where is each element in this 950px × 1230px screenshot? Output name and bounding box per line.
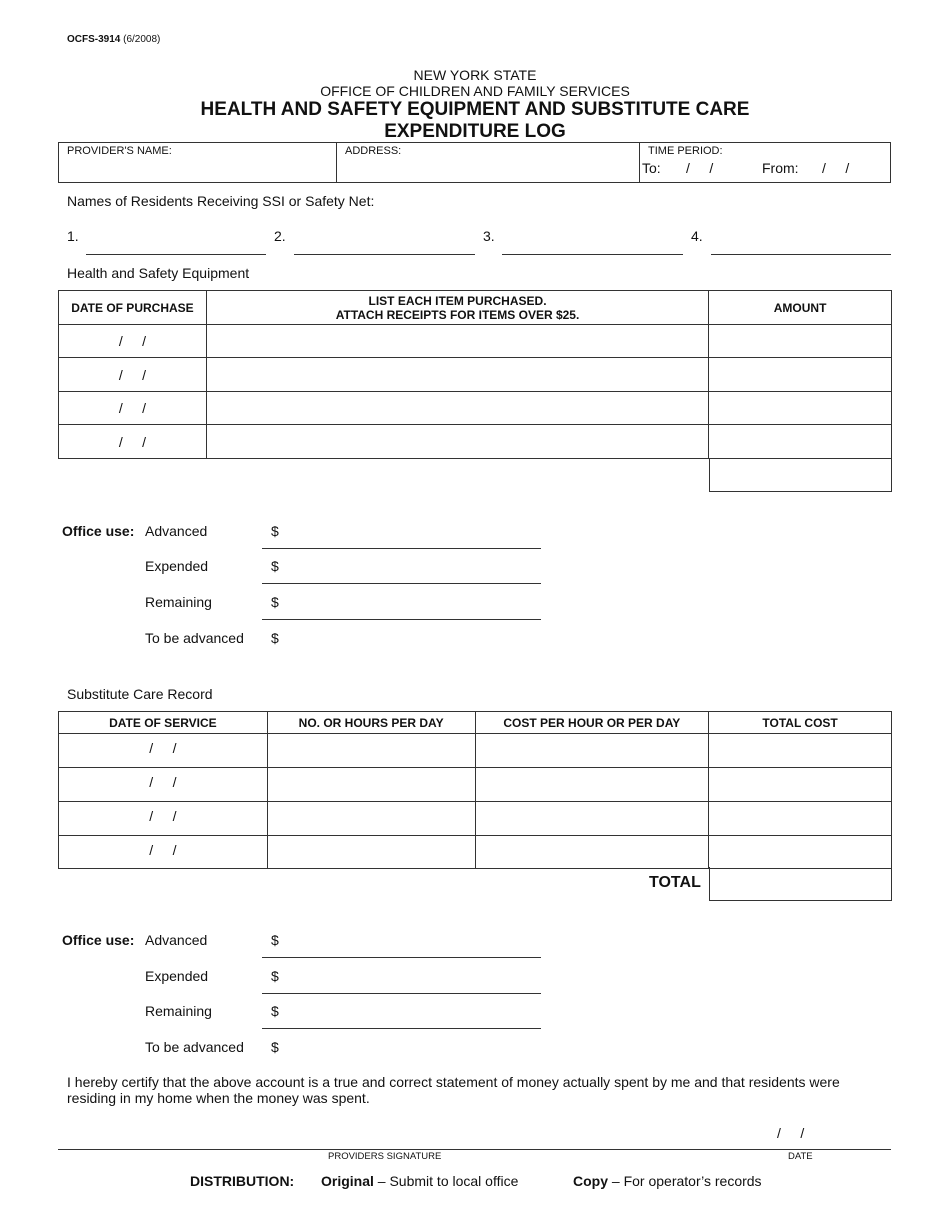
remaining-label: Remaining <box>145 594 212 610</box>
cost-cell[interactable] <box>475 734 709 768</box>
expended-currency: $ <box>271 558 279 574</box>
total-label: TOTAL <box>649 874 701 891</box>
to-be-advanced-label: To be advanced <box>145 630 244 646</box>
distribution-original <box>321 1173 518 1189</box>
remaining-label-2: Remaining <box>145 1003 212 1019</box>
health-safety-table <box>58 290 892 459</box>
certification-statement: I hereby certify that the above account is a true and correct statement of money actually spent by me and that residents were residing in my home when the money was spent. <box>67 1074 840 1106</box>
item-cell[interactable] <box>206 358 708 392</box>
remaining-currency-2: $ <box>271 1003 279 1019</box>
address-label: ADDRESS: <box>345 145 402 157</box>
advanced-amount-line[interactable] <box>262 548 541 549</box>
advanced-currency: $ <box>271 523 279 539</box>
form-date: (6/2008) <box>123 34 161 45</box>
table-header-row <box>59 291 892 325</box>
total-cost-cell[interactable] <box>709 802 892 836</box>
header-office: OFFICE OF CHILDREN AND FAMILY SERVICES <box>320 83 630 99</box>
form-number <box>67 34 160 45</box>
remaining-amount-line[interactable] <box>262 619 541 620</box>
purchase-date-cell[interactable]: / / <box>59 325 207 358</box>
hours-cell[interactable] <box>267 802 475 836</box>
expended-currency-2: $ <box>271 968 279 984</box>
provider-name-field[interactable] <box>59 143 336 182</box>
to-be-advanced-currency-2: $ <box>271 1039 279 1055</box>
remaining-currency: $ <box>271 594 279 610</box>
provider-name-label: PROVIDER'S NAME: <box>67 145 172 157</box>
providers-signature-label: PROVIDERS SIGNATURE <box>328 1151 442 1162</box>
to-be-advanced-label-2: To be advanced <box>145 1039 244 1055</box>
hours-cell[interactable] <box>267 768 475 802</box>
service-date-cell[interactable]: / / <box>59 802 268 836</box>
table-row <box>59 325 892 358</box>
table-row <box>59 734 892 768</box>
total-cost-cell[interactable] <box>709 836 892 869</box>
office-use-label: Office use: <box>62 523 135 539</box>
expended-amount-line-2[interactable] <box>262 993 541 994</box>
col-cost-per-hour: COST PER HOUR OR PER DAY <box>475 712 709 734</box>
resident-name-line-2[interactable] <box>294 254 475 255</box>
page-title-line2: EXPENDITURE LOG <box>384 121 566 142</box>
amount-cell[interactable] <box>709 392 892 425</box>
from-label: From: <box>762 160 799 176</box>
col-date-of-purchase: DATE OF PURCHASE <box>59 291 207 325</box>
col-item-purchased <box>206 291 708 325</box>
service-date-cell[interactable]: / / <box>59 836 268 869</box>
to-label: To: <box>642 160 661 176</box>
resident-name-line-4[interactable] <box>711 254 891 255</box>
substitute-care-section-label: Substitute Care Record <box>67 686 213 702</box>
item-cell[interactable] <box>206 392 708 425</box>
service-date-cell[interactable]: / / <box>59 768 268 802</box>
residents-label: Names of Residents Receiving SSI or Safety Net: <box>67 193 375 209</box>
cost-cell[interactable] <box>475 768 709 802</box>
amount-cell[interactable] <box>709 358 892 392</box>
table-row <box>59 358 892 392</box>
signature-line[interactable] <box>58 1149 891 1150</box>
col-total-cost: TOTAL COST <box>709 712 892 734</box>
original-text: – Submit to local office <box>373 1173 519 1189</box>
office-use-label-2: Office use: <box>62 932 135 948</box>
page-title: HEALTH AND SAFETY EQUIPMENT AND SUBSTITUTE CARE <box>200 99 750 120</box>
col-hours-per-day: NO. OR HOURS PER DAY <box>267 712 475 734</box>
substitute-care-table <box>58 711 892 869</box>
copy-bold: Copy <box>573 1173 608 1189</box>
form-code: OCFS-3914 <box>67 34 121 45</box>
total-cost-cell[interactable] <box>709 768 892 802</box>
distribution-label: DISTRIBUTION: <box>190 1173 295 1189</box>
table-row <box>59 802 892 836</box>
service-date-cell[interactable]: / / <box>59 734 268 768</box>
resident-number-3: 3. <box>483 228 495 244</box>
signature-date-value[interactable]: / / <box>777 1125 805 1141</box>
original-bold: Original <box>321 1173 374 1189</box>
time-period-label: TIME PERIOD: <box>648 145 723 157</box>
cost-cell[interactable] <box>475 802 709 836</box>
copy-text: – For operator’s records <box>608 1173 762 1189</box>
cost-cell[interactable] <box>475 836 709 869</box>
purchase-date-cell[interactable]: / / <box>59 358 207 392</box>
advanced-currency-2: $ <box>271 932 279 948</box>
header-state: NEW YORK STATE <box>413 67 537 83</box>
from-date[interactable]: / / <box>822 160 850 176</box>
remaining-amount-line-2[interactable] <box>262 1028 541 1029</box>
resident-number-1: 1. <box>67 228 79 244</box>
advanced-label-2: Advanced <box>145 932 208 948</box>
table-row <box>59 836 892 869</box>
expended-label: Expended <box>145 558 209 574</box>
amount-cell[interactable] <box>709 425 892 459</box>
to-be-advanced-currency: $ <box>271 630 279 646</box>
health-safety-section-label: Health and Safety Equipment <box>67 265 250 281</box>
col-item-line1: LIST EACH ITEM PURCHASED. <box>368 293 547 308</box>
table-header-row <box>59 712 892 734</box>
col-date-of-service: DATE OF SERVICE <box>59 712 268 734</box>
item-cell[interactable] <box>206 425 708 459</box>
expended-label-2: Expended <box>145 968 209 984</box>
table-row <box>59 392 892 425</box>
to-date[interactable]: / / <box>686 160 714 176</box>
col-amount: AMOUNT <box>709 291 892 325</box>
purchase-date-cell[interactable]: / / <box>59 392 207 425</box>
resident-number-2: 2. <box>274 228 286 244</box>
resident-number-4: 4. <box>691 228 703 244</box>
hours-cell[interactable] <box>267 734 475 768</box>
amount-cell[interactable] <box>709 325 892 358</box>
item-cell[interactable] <box>206 325 708 358</box>
purchase-date-cell[interactable]: / / <box>59 425 207 459</box>
resident-name-line-1[interactable] <box>86 254 266 255</box>
hours-cell[interactable] <box>267 836 475 869</box>
provider-info-box <box>58 142 891 183</box>
resident-name-line-3[interactable] <box>502 254 683 255</box>
grand-total-cell[interactable] <box>709 867 892 901</box>
address-field[interactable] <box>336 143 640 182</box>
advanced-label: Advanced <box>145 523 208 539</box>
time-period-field[interactable] <box>639 143 891 182</box>
advanced-amount-line-2[interactable] <box>262 957 541 958</box>
col-item-line2: ATTACH RECEIPTS FOR ITEMS OVER $25. <box>335 307 580 322</box>
expended-amount-line[interactable] <box>262 583 541 584</box>
amount-total-cell[interactable] <box>709 458 892 492</box>
table-row <box>59 768 892 802</box>
distribution-copy <box>573 1173 762 1189</box>
total-cost-cell[interactable] <box>709 734 892 768</box>
date-label: DATE <box>788 1151 813 1162</box>
table-row <box>59 425 892 459</box>
